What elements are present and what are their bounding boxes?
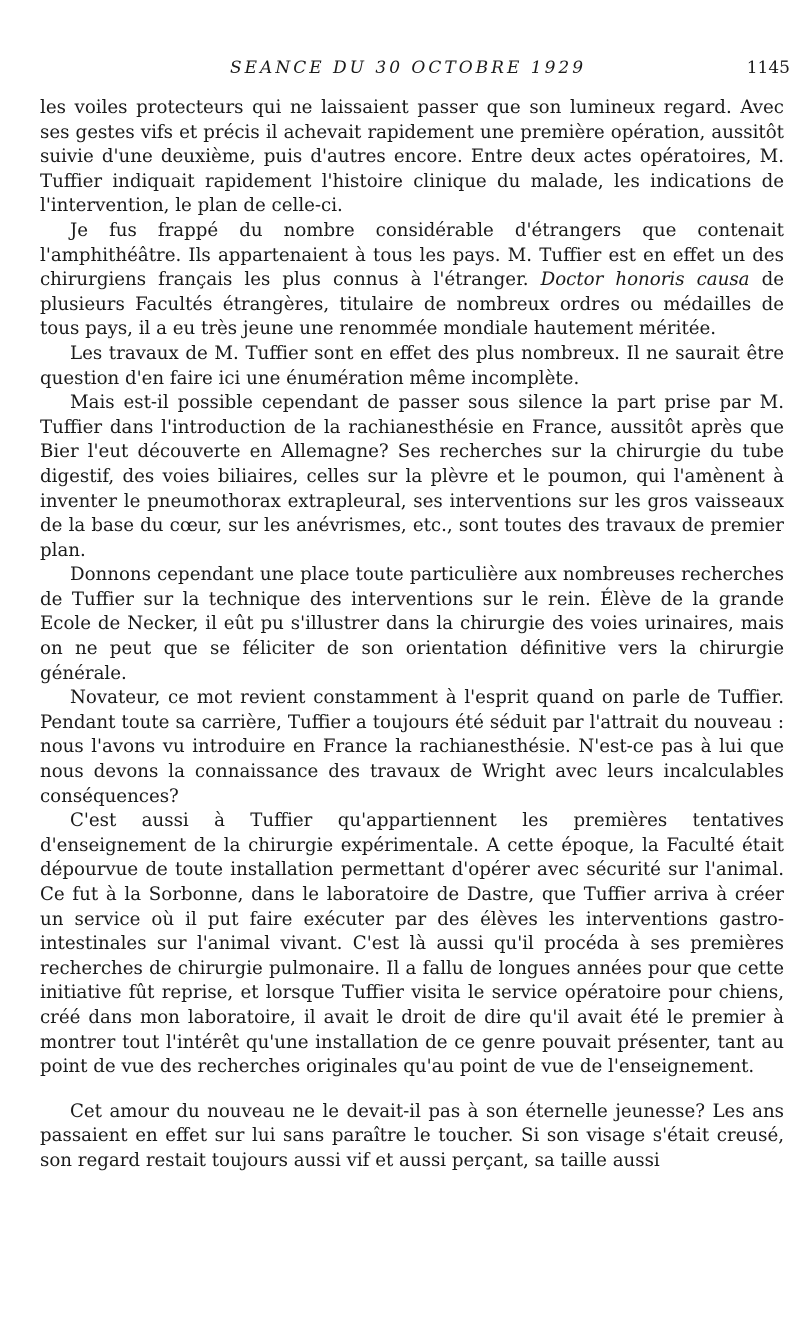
paragraph-5: Donnons cependant une place toute particulière aux nombreuses recherches de Tuffier sur la technique des interventions sur le rein. Élève de la grande Ecole de Necker, il eût pu s'illustrer dans la chirurgie des voies urinaires, mais on ne peut que se féliciter de son orientation définitive vers la chirurgie générale.	[40, 564, 784, 684]
paragraph-2-part-b: de plusieurs Facultés étrangères, titulaire de nombreux ordres ou médailles de tous pays, il a eu très jeune une renommée mondiale hautement méritée.	[40, 269, 785, 340]
paragraph-7: C'est aussi à Tuffier qu'appartiennent les premières tentatives d'enseignement de la chirurgie expérimentale. A cette époque, la Faculté était dépourvue de toute installation permettant d'opérer avec sécurité sur l'animal. Ce fut à la Sorbonne, dans le laboratoire de Dastre, que Tuffier arriva à créer un service où il put faire exécuter par des élèves les interventions gastro-intestinales sur l'animal vivant. C'est là aussi qu'il procéda à ses premières recherches de chirurgie pulmonaire. Il a fallu de longues années pour que cette initiative fût reprise, et lorsque Tuffier visita le service opératoire pour chiens, créé dans mon laboratoire, il avait le droit de dire qu'il avait été le premier à montrer tout l'intérêt qu'une installation de ce genre pouvait présenter, tant au point de vue des recherches originales qu'au point de vue de l'enseignement.	[40, 810, 784, 1078]
paragraph-1: les voiles protecteurs qui ne laissaient passer que son lumineux regard. Avec ses gestes vifs et précis il achevait rapidement une première opération, aussitôt suivie d'une deuxième, puis d'autres encore. Entre deux actes opératoires, M. Tuffier indiquait rapidement l'histoire clinique du malade, les indications de l'intervention, le plan de celle-ci.	[40, 97, 784, 217]
running-title: SEANCE DU 30 OCTOBRE 1929	[230, 58, 587, 78]
page-header	[0, 58, 800, 84]
paragraph-2	[40, 219, 784, 342]
paragraph-2-part-a: Je fus frappé du nombre considérable d'étrangers que contenait l'amphithéâtre. Ils appartenaient à tous les pays. M. Tuffier est en effet un des chirurgiens français les plus connus à l'étranger.	[40, 219, 784, 291]
page-number: 1145	[746, 58, 790, 78]
paragraph-3: Les travaux de M. Tuffier sont en effet des plus nombreux. Il ne saurait être question d'en faire ici une énumération même incomplète.	[40, 342, 784, 389]
paragraph-6: Novateur, ce mot revient constamment à l'esprit quand on parle de Tuffier. Pendant toute sa carrière, Tuffier a toujours été séduit par l'attrait du nouveau : nous l'avons vu introduire en France la rachianesthésie. N'est-ce pas à lui que nous devons la connaissance des travaux de Wright avec leurs incalculables conséquences?	[40, 687, 784, 807]
article-body	[40, 96, 784, 1174]
paragraph-8: Cet amour du nouveau ne le devait-il pas à son éternelle jeunesse? Les ans passaient en effet sur lui sans paraître le toucher. Si son visage s'était creusé, son regard restait toujours aussi vif et aussi perçant, sa taille aussi	[40, 1100, 784, 1171]
paragraph-2-italic-title: Doctor honoris causa	[540, 269, 750, 291]
paragraph-4: Mais est-il possible cependant de passer sous silence la part prise par M. Tuffier dans l'introduction de la rachianesthésie en France, aussitôt après que Bier l'eut découverte en Allemagne? Ses recherches sur la chirurgie du tube digestif, des voies biliaires, celles sur la plèvre et le poumon, qui l'amènent à inventer le pneumothorax extrapleural, ses interventions sur les gros vaisseaux de la base du cœur, sur les anévrismes, etc., sont toutes des travaux de premier plan.	[40, 392, 784, 561]
